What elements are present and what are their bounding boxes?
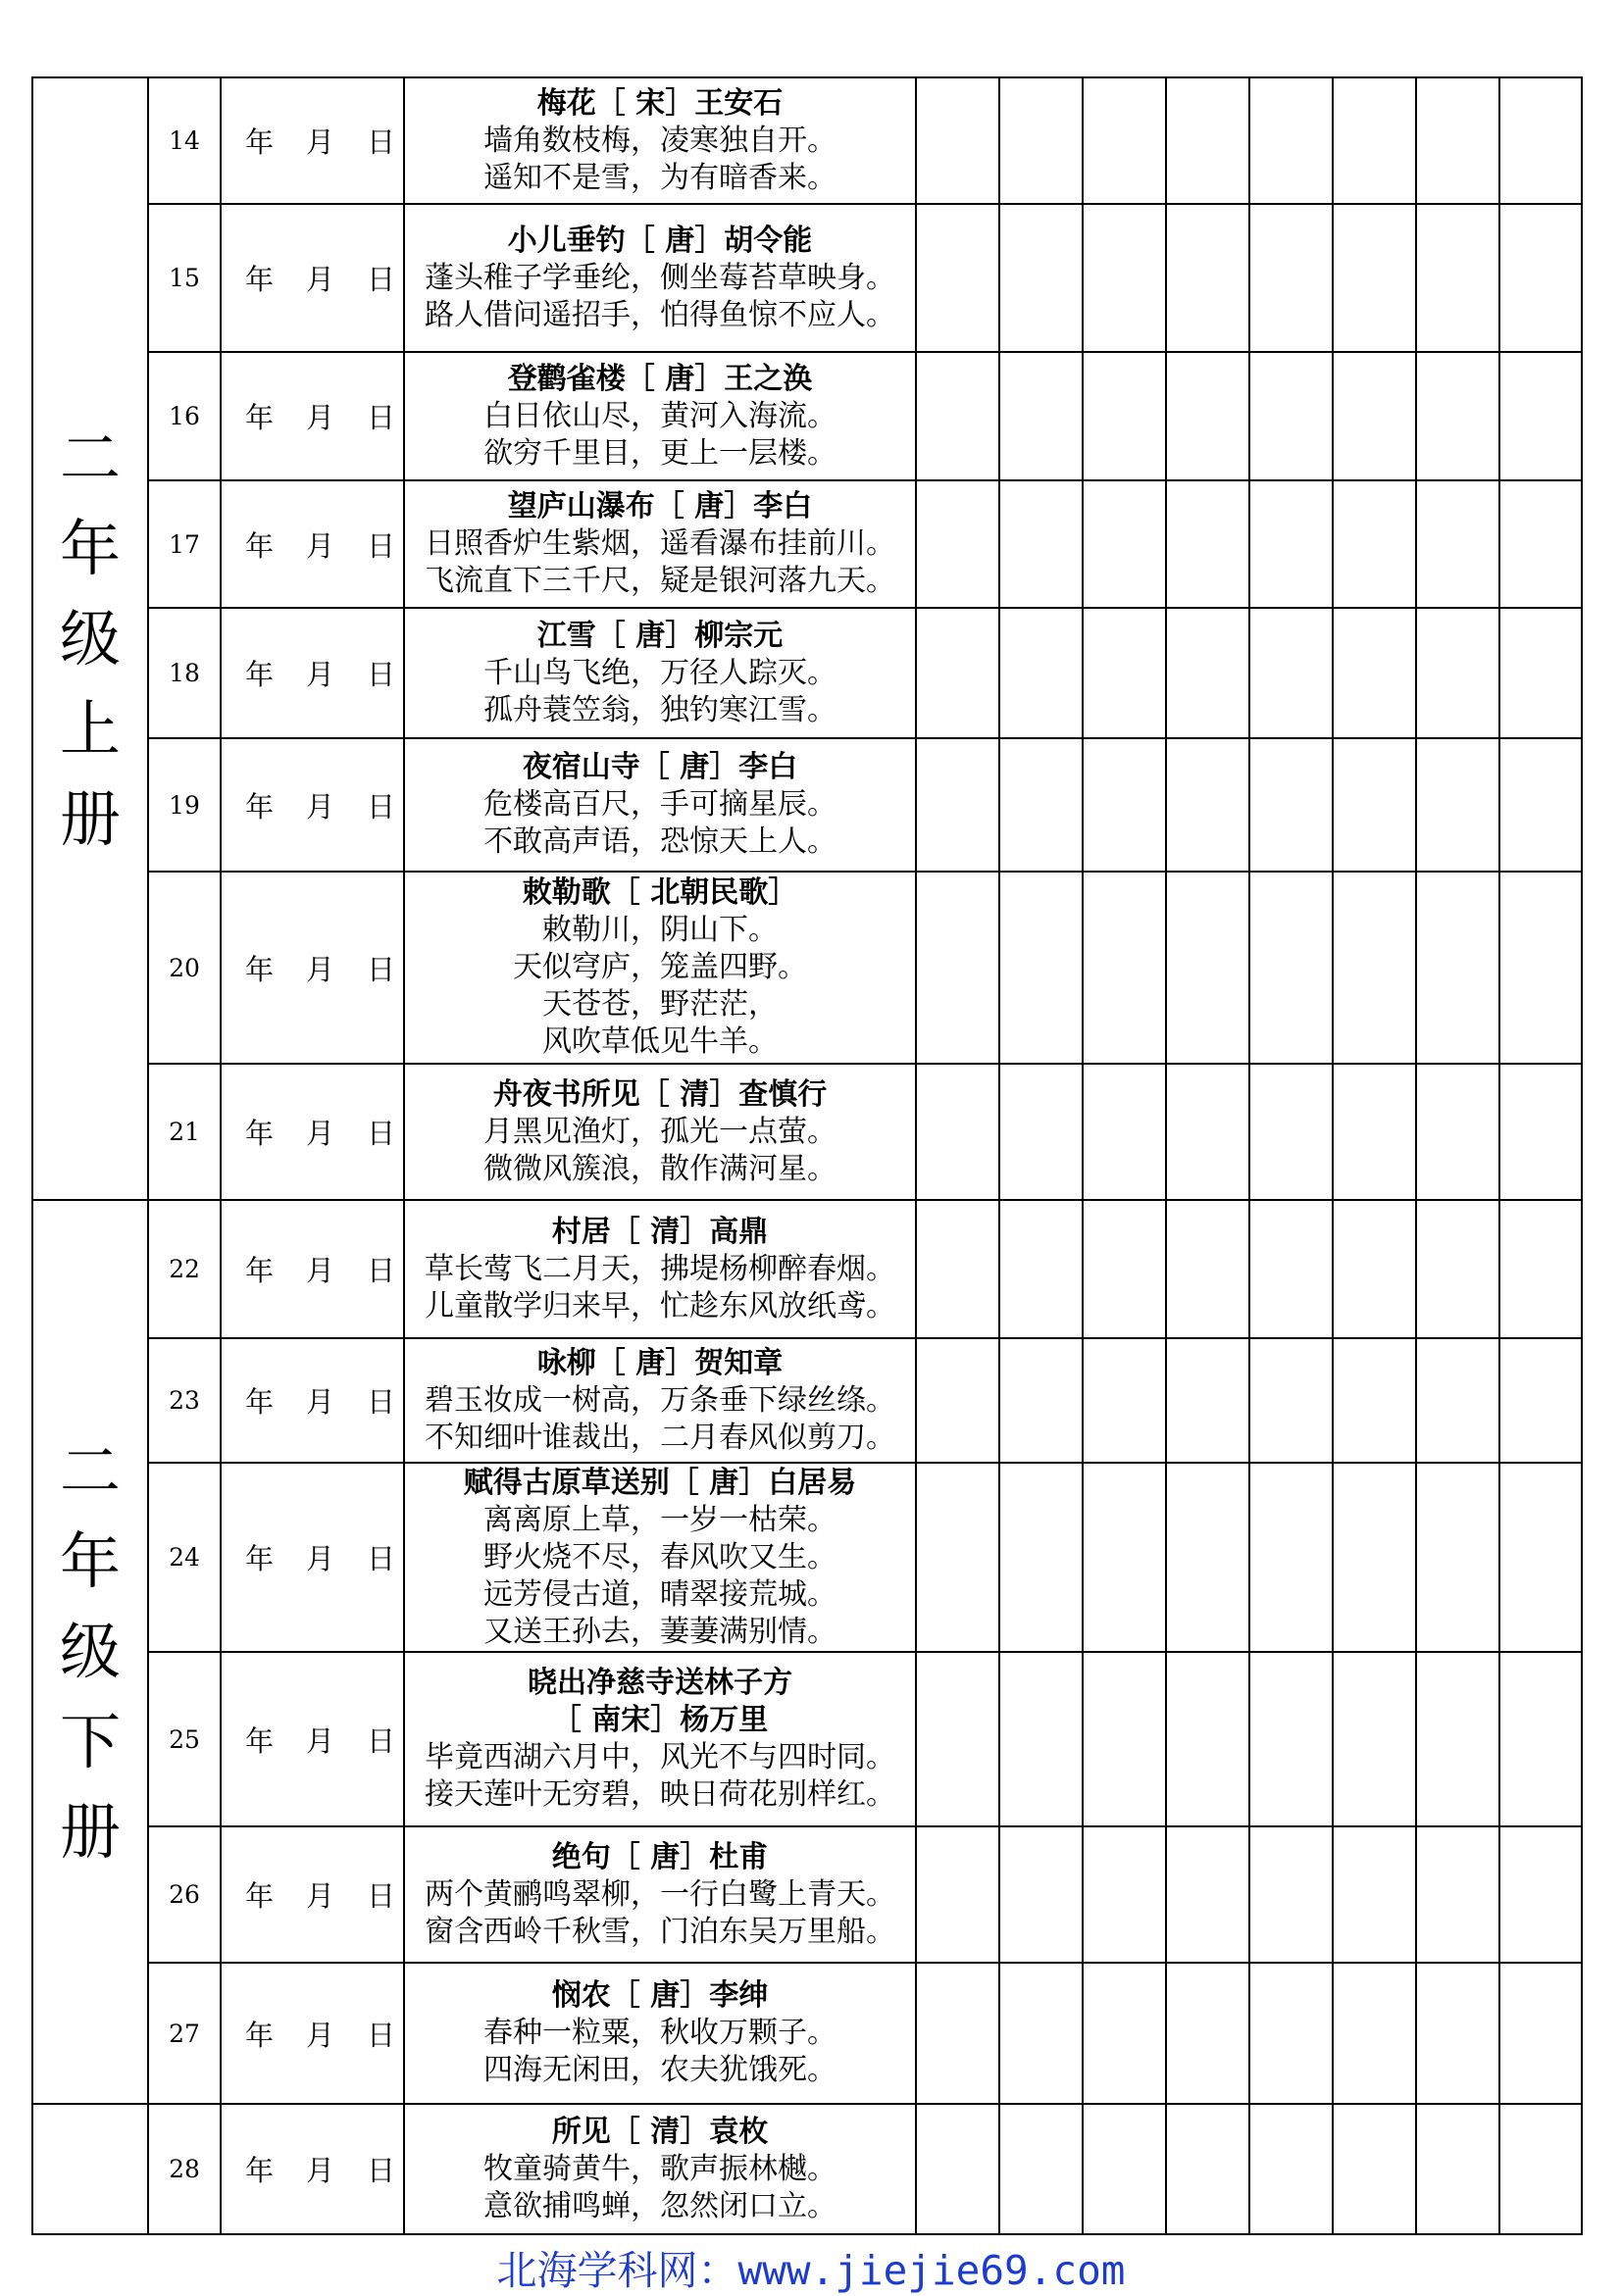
row-number: 23 — [148, 1338, 221, 1463]
grade-label-char: 级 — [59, 1616, 121, 1687]
date-month-label: 月 — [305, 528, 334, 563]
checkin-cell[interactable] — [999, 1463, 1083, 1652]
date-cell[interactable] — [221, 352, 404, 480]
checkin-cell[interactable] — [916, 480, 999, 608]
poem-line: 离离原上草，一岁一枯荣。 — [483, 1502, 836, 1537]
table-row — [32, 204, 1582, 352]
checkin-cell[interactable] — [1249, 352, 1333, 480]
date-month-label: 月 — [305, 401, 334, 434]
row-number: 22 — [148, 1200, 221, 1338]
checkin-cell[interactable] — [1166, 1826, 1249, 1963]
row-number: 28 — [148, 2104, 221, 2234]
checkin-cell[interactable] — [916, 1963, 999, 2104]
row-number: 20 — [148, 872, 221, 1064]
poem-line: 碧玉妆成一树高，万条垂下绿丝绦。 — [425, 1382, 895, 1418]
checkin-cell[interactable] — [1333, 1064, 1416, 1200]
checkin-cell[interactable] — [1166, 352, 1249, 480]
date-day-label: 日 — [366, 789, 395, 824]
date-cell[interactable] — [221, 1652, 404, 1826]
checkin-cell[interactable] — [1249, 1963, 1333, 2104]
footer-url[interactable]: www.jiejie69.com — [737, 2247, 1126, 2294]
checkin-cell[interactable] — [916, 77, 999, 204]
poem-line: 远芳侵古道，晴翠接荒城。 — [483, 1576, 836, 1612]
checkin-cell[interactable] — [1333, 1652, 1416, 1826]
date-month-label: 月 — [305, 2154, 334, 2187]
date-cell[interactable] — [221, 1338, 404, 1463]
checkin-cell[interactable] — [1499, 1200, 1582, 1338]
checkin-cell[interactable] — [1499, 77, 1582, 204]
poem-line: 蓬头稚子学垂纶，侧坐莓苔草映身。 — [425, 260, 895, 295]
poem-cell — [404, 480, 916, 608]
row-number: 21 — [148, 1064, 221, 1200]
checkin-cell[interactable] — [1499, 2104, 1582, 2234]
checkin-cell[interactable] — [1416, 1652, 1499, 1826]
checkin-cell[interactable] — [999, 1826, 1083, 1963]
poem-line: 千山鸟飞绝，万径人踪灭。 — [483, 655, 836, 690]
poem-title: 舟夜书所见［ 清］查慎行 — [492, 1076, 828, 1112]
date-day-label: 日 — [366, 2154, 395, 2187]
poem-line: 天似穹庐，笼盖四野。 — [513, 950, 807, 984]
checkin-cell[interactable] — [1249, 608, 1333, 738]
poem-title: 登鹳雀楼［ 唐］王之涣 — [507, 361, 813, 396]
table-row — [32, 738, 1582, 872]
row-number: 16 — [148, 352, 221, 480]
poem-line: 毕竟西湖六月中，风光不与四时同。 — [425, 1740, 895, 1774]
checkin-cell[interactable] — [1249, 2104, 1333, 2234]
checkin-cell[interactable] — [1249, 1652, 1333, 1826]
date-day-label: 日 — [366, 1879, 395, 1913]
row-number: 19 — [148, 738, 221, 872]
poem-line: 天苍苍，野茫茫， — [542, 987, 778, 1022]
date-year-label: 年 — [245, 1723, 275, 1758]
row-number: 25 — [148, 1652, 221, 1826]
checkin-cell[interactable] — [999, 1652, 1083, 1826]
checkin-cell[interactable] — [1166, 77, 1249, 204]
table-row — [32, 2104, 1582, 2234]
row-number: 24 — [148, 1463, 221, 1652]
checkin-cell[interactable] — [1333, 1826, 1416, 1963]
table-row — [32, 1338, 1582, 1463]
poem-title: 悯农［ 唐］李绅 — [551, 1978, 769, 2013]
checkin-cell[interactable] — [1166, 1200, 1249, 1338]
checkin-cell[interactable] — [1499, 1463, 1582, 1652]
checkin-cell[interactable] — [1499, 1064, 1582, 1200]
checkin-cell[interactable] — [1333, 204, 1416, 352]
date-year-label: 年 — [245, 2154, 275, 2187]
checkin-cell[interactable] — [999, 352, 1083, 480]
checkin-cell[interactable] — [1499, 872, 1582, 1064]
checkin-cell[interactable] — [1083, 872, 1166, 1064]
checkin-cell[interactable] — [1166, 1463, 1249, 1652]
checkin-cell[interactable] — [1249, 738, 1333, 872]
checkin-cell[interactable] — [999, 872, 1083, 1064]
checkin-cell[interactable] — [1416, 352, 1499, 480]
date-month-label: 月 — [305, 125, 334, 159]
poem-line: 又送王孙去，萋萋满别情。 — [483, 1614, 836, 1649]
poem-line: 四海无闲田，农夫犹饿死。 — [483, 2053, 836, 2087]
poem-cell — [404, 1826, 916, 1963]
table-row — [32, 608, 1582, 738]
checkin-cell[interactable] — [1416, 1963, 1499, 2104]
date-cell[interactable] — [221, 1200, 404, 1338]
poem-cell — [404, 204, 916, 352]
row-number: 15 — [148, 204, 221, 352]
row-number: 26 — [148, 1826, 221, 1963]
grade-label — [32, 1200, 148, 2104]
poem-cell — [404, 1338, 916, 1463]
date-year-label: 年 — [245, 1117, 275, 1150]
grade-label — [32, 77, 148, 1200]
checkin-cell[interactable] — [1333, 738, 1416, 872]
date-month-label: 月 — [305, 1117, 334, 1150]
date-year-label: 年 — [245, 952, 275, 986]
row-number: 17 — [148, 480, 221, 608]
grade-label-char: 二 — [59, 1435, 121, 1507]
poem-line: 不知细叶谁裁出，二月春风似剪刀。 — [425, 1420, 895, 1455]
date-day-label: 日 — [366, 125, 395, 159]
date-day-label: 日 — [366, 528, 395, 563]
checkin-cell[interactable] — [1083, 738, 1166, 872]
date-month-label: 月 — [305, 2018, 334, 2052]
checkin-cell[interactable] — [1333, 1338, 1416, 1463]
checkin-cell[interactable] — [999, 1963, 1083, 2104]
poem-line: 欲穷千里目，更上一层楼。 — [483, 435, 836, 471]
checkin-cell[interactable] — [999, 204, 1083, 352]
checkin-cell[interactable] — [1083, 1652, 1166, 1826]
checkin-cell[interactable] — [1249, 1200, 1333, 1338]
checkin-cell[interactable] — [916, 352, 999, 480]
checkin-cell[interactable] — [1166, 1338, 1249, 1463]
date-day-label: 日 — [366, 1117, 395, 1150]
checkin-cell[interactable] — [916, 872, 999, 1064]
checkin-cell[interactable] — [1166, 1963, 1249, 2104]
date-day-label: 日 — [366, 952, 395, 986]
checkin-cell[interactable] — [1083, 1338, 1166, 1463]
poem-line: 日照香炉生紫烟，遥看瀑布挂前川。 — [425, 526, 895, 561]
poem-line: 草长莺飞二月天，拂堤杨柳醉春烟。 — [425, 1251, 895, 1286]
poem-cell — [404, 77, 916, 204]
checkin-cell[interactable] — [1249, 480, 1333, 608]
grade-label-char: 级 — [59, 602, 121, 674]
poem-title: 晓出净慈寺送林子方 — [528, 1666, 792, 1700]
grade-label-char: 上 — [59, 692, 121, 765]
table-row — [32, 1826, 1582, 1963]
date-year-label: 年 — [245, 1879, 275, 1913]
date-year-label: 年 — [245, 401, 275, 434]
poem-cell — [404, 1200, 916, 1338]
checkin-cell[interactable] — [1333, 2104, 1416, 2234]
checkin-cell[interactable] — [1083, 204, 1166, 352]
table-row — [32, 1963, 1582, 2104]
checkin-cell[interactable] — [1499, 1963, 1582, 2104]
poem-line: 孤舟蓑笠翁，独钓寒江雪。 — [483, 692, 836, 727]
checkin-cell[interactable] — [1416, 204, 1499, 352]
date-month-label: 月 — [305, 1254, 334, 1287]
checkin-cell[interactable] — [999, 1064, 1083, 1200]
checkin-cell[interactable] — [916, 1652, 999, 1826]
date-cell[interactable] — [221, 872, 404, 1064]
checkin-cell[interactable] — [1083, 1826, 1166, 1963]
table-row — [32, 1652, 1582, 1826]
date-year-label: 年 — [245, 528, 275, 563]
poem-cell — [404, 1064, 916, 1200]
checkin-cell[interactable] — [1499, 608, 1582, 738]
checkin-cell[interactable] — [1416, 1338, 1499, 1463]
checkin-cell[interactable] — [1333, 1463, 1416, 1652]
date-year-label: 年 — [245, 1385, 275, 1419]
poem-line: 墙角数枝梅，凌寒独自开。 — [483, 123, 836, 158]
table-body — [32, 77, 1582, 2234]
poem-cell — [404, 608, 916, 738]
poem-line: 遥知不是雪，为有暗香来。 — [483, 160, 836, 195]
poem-title: 夜宿山寺［ 唐］李白 — [522, 750, 798, 784]
poem-title: 望庐山瀑布［ 唐］李白 — [507, 489, 813, 524]
checkin-cell[interactable] — [916, 204, 999, 352]
date-month-label: 月 — [305, 952, 334, 986]
date-day-label: 日 — [366, 401, 395, 434]
date-cell[interactable] — [221, 1064, 404, 1200]
checkin-cell[interactable] — [1083, 1200, 1166, 1338]
checkin-cell[interactable] — [1416, 77, 1499, 204]
checkin-cell[interactable] — [1249, 872, 1333, 1064]
checkin-cell[interactable] — [1249, 77, 1333, 204]
table-row — [32, 480, 1582, 608]
checkin-cell[interactable] — [1166, 608, 1249, 738]
poem-line: 微微风簇浪，散作满河星。 — [483, 1151, 836, 1186]
checkin-cell[interactable] — [1333, 608, 1416, 738]
poem-line: 白日依山尽，黄河入海流。 — [483, 398, 836, 433]
checkin-cell[interactable] — [999, 1338, 1083, 1463]
checkin-cell[interactable] — [1249, 1338, 1333, 1463]
date-day-label: 日 — [366, 658, 395, 691]
date-day-label: 日 — [366, 1385, 395, 1419]
table-row — [32, 1463, 1582, 1652]
poem-title: 梅花［ 宋］王安石 — [536, 85, 784, 121]
table-row — [32, 1064, 1582, 1200]
checkin-cell[interactable] — [916, 1064, 999, 1200]
checkin-cell[interactable] — [916, 1826, 999, 1963]
row-number: 14 — [148, 77, 221, 204]
poem-line: 不敢高声语，恐惊天上人。 — [483, 824, 836, 859]
checkin-cell[interactable] — [1249, 1826, 1333, 1963]
checkin-cell[interactable] — [1083, 608, 1166, 738]
footer-watermark — [0, 2238, 1622, 2296]
checkin-cell[interactable] — [1333, 77, 1416, 204]
poem-line: 风吹草低见牛羊。 — [542, 1024, 778, 1059]
checkin-cell[interactable] — [1166, 204, 1249, 352]
date-month-label: 月 — [305, 263, 334, 296]
checkin-cell[interactable] — [999, 608, 1083, 738]
date-month-label: 月 — [305, 1723, 334, 1758]
date-year-label: 年 — [245, 658, 275, 691]
grade-label-char: 年 — [59, 512, 121, 584]
poem-line: 月黑见渔灯，孤光一点萤。 — [483, 1114, 836, 1149]
checkin-cell[interactable] — [999, 480, 1083, 608]
checkin-cell[interactable] — [1333, 1963, 1416, 2104]
checkin-cell[interactable] — [1499, 1826, 1582, 1963]
poem-title: 所见［ 清］袁枚 — [551, 2114, 769, 2149]
checkin-cell[interactable] — [916, 1338, 999, 1463]
checkin-cell[interactable] — [1416, 1064, 1499, 1200]
checkin-cell[interactable] — [1083, 352, 1166, 480]
checkin-cell[interactable] — [1083, 2104, 1166, 2234]
poem-cell — [404, 872, 916, 1064]
poem-title: 赋得古原草送别［ 唐］白居易 — [463, 1465, 857, 1500]
checkin-cell[interactable] — [916, 1200, 999, 1338]
checkin-cell[interactable] — [1249, 204, 1333, 352]
date-cell[interactable] — [221, 1963, 404, 2104]
checkin-cell[interactable] — [1416, 1200, 1499, 1338]
checkin-cell[interactable] — [1499, 738, 1582, 872]
poem-title: 村居［ 清］高鼎 — [551, 1214, 769, 1249]
checkin-cell[interactable] — [1333, 872, 1416, 1064]
poem-line: 路人借问遥招手，怕得鱼惊不应人。 — [425, 297, 895, 332]
poem-title: 敕勒歌［ 北朝民歌］ — [522, 875, 798, 910]
date-month-label: 月 — [305, 1385, 334, 1419]
checkin-cell[interactable] — [1333, 480, 1416, 608]
checkin-cell[interactable] — [1499, 204, 1582, 352]
checkin-cell[interactable] — [999, 2104, 1083, 2234]
date-day-label: 日 — [366, 1723, 395, 1758]
poem-line: 窗含西岭千秋雪，门泊东吴万里船。 — [425, 1914, 895, 1949]
table-row — [32, 352, 1582, 480]
checkin-cell[interactable] — [1499, 352, 1582, 480]
date-month-label: 月 — [305, 1542, 334, 1575]
date-cell[interactable] — [221, 204, 404, 352]
checkin-cell[interactable] — [1249, 1463, 1333, 1652]
date-month-label: 月 — [305, 789, 334, 824]
table-row — [32, 77, 1582, 204]
checkin-cell[interactable] — [1333, 1200, 1416, 1338]
poem-cell — [404, 1963, 916, 2104]
grade-label-char: 册 — [59, 1796, 121, 1868]
poem-line: 儿童散学归来早，忙趁东风放纸鸢。 — [425, 1288, 895, 1323]
footer-label: 北海学科网： — [496, 2247, 738, 2294]
grade-label-char: 册 — [59, 782, 121, 855]
checkin-cell[interactable] — [916, 738, 999, 872]
date-year-label: 年 — [245, 1254, 275, 1287]
poem-title: ［ 南宋］杨万里 — [551, 1703, 769, 1737]
checkin-cell[interactable] — [1416, 738, 1499, 872]
checkin-cell[interactable] — [1166, 1064, 1249, 1200]
poem-cell — [404, 352, 916, 480]
checkin-cell[interactable] — [1166, 1652, 1249, 1826]
poem-line: 敕勒川，阴山下。 — [542, 913, 778, 947]
poem-line: 意欲捕鸣蝉，忽然闭口立。 — [483, 2188, 836, 2223]
poem-cell — [404, 738, 916, 872]
grade-label-char: 二 — [59, 422, 121, 494]
poem-title: 江雪［ 唐］柳宗元 — [536, 618, 784, 653]
poem-cell — [404, 2104, 916, 2234]
grade-label-char: 下 — [59, 1706, 121, 1777]
date-year-label: 年 — [245, 263, 275, 296]
date-month-label: 月 — [305, 658, 334, 691]
date-cell[interactable] — [221, 1463, 404, 1652]
checkin-cell[interactable] — [1166, 872, 1249, 1064]
checkin-cell[interactable] — [999, 1200, 1083, 1338]
checkin-cell[interactable] — [1416, 1463, 1499, 1652]
date-cell[interactable] — [221, 480, 404, 608]
checkin-cell[interactable] — [1166, 480, 1249, 608]
checkin-cell[interactable] — [916, 608, 999, 738]
row-number: 18 — [148, 608, 221, 738]
checkin-cell[interactable] — [1416, 608, 1499, 738]
grade-label — [32, 2104, 148, 2234]
poem-line: 野火烧不尽，春风吹又生。 — [483, 1539, 836, 1574]
poem-line: 两个黄鹂鸣翠柳，一行白鹭上青天。 — [425, 1876, 895, 1912]
checkin-cell[interactable] — [1416, 2104, 1499, 2234]
checkin-cell[interactable] — [1249, 1064, 1333, 1200]
checkin-cell[interactable] — [916, 1463, 999, 1652]
checkin-cell[interactable] — [1083, 480, 1166, 608]
checkin-cell[interactable] — [1083, 1064, 1166, 1200]
checkin-cell[interactable] — [916, 2104, 999, 2234]
date-year-label: 年 — [245, 125, 275, 159]
date-cell[interactable] — [221, 738, 404, 872]
date-day-label: 日 — [366, 1542, 395, 1575]
poem-cell — [404, 1652, 916, 1826]
checkin-cell[interactable] — [1499, 1652, 1582, 1826]
poem-checkin-table — [31, 76, 1583, 2235]
checkin-cell[interactable] — [999, 77, 1083, 204]
poem-title: 小儿垂钓［ 唐］胡令能 — [507, 223, 813, 258]
checkin-cell[interactable] — [999, 738, 1083, 872]
checkin-cell[interactable] — [1416, 1826, 1499, 1963]
date-day-label: 日 — [366, 263, 395, 296]
date-day-label: 日 — [366, 2018, 395, 2052]
poem-line: 接天莲叶无穷碧，映日荷花别样红。 — [425, 1777, 895, 1812]
poem-line: 飞流直下三千尺，疑是银河落九天。 — [425, 564, 895, 598]
poem-line: 春种一粒粟，秋收万颗子。 — [483, 2016, 836, 2050]
poem-cell — [404, 1463, 916, 1652]
table-row — [32, 872, 1582, 1064]
poem-title: 咏柳［ 唐］贺知章 — [536, 1345, 784, 1380]
date-cell[interactable] — [221, 77, 404, 204]
date-cell[interactable] — [221, 1826, 404, 1963]
checkin-cell[interactable] — [1083, 77, 1166, 204]
checkin-cell[interactable] — [1499, 1338, 1582, 1463]
date-cell[interactable] — [221, 2104, 404, 2234]
poem-title: 绝句［ 唐］杜甫 — [551, 1839, 769, 1874]
table-row — [32, 1200, 1582, 1338]
checkin-cell[interactable] — [1166, 2104, 1249, 2234]
checkin-cell[interactable] — [1083, 1463, 1166, 1652]
checkin-cell[interactable] — [1499, 480, 1582, 608]
date-year-label: 年 — [245, 2018, 275, 2052]
poem-line: 危楼高百尺，手可摘星辰。 — [483, 787, 836, 822]
date-year-label: 年 — [245, 789, 275, 824]
checkin-cell[interactable] — [1416, 480, 1499, 608]
checkin-cell[interactable] — [1166, 738, 1249, 872]
date-cell[interactable] — [221, 608, 404, 738]
checkin-cell[interactable] — [1416, 872, 1499, 1064]
grade-label-char: 年 — [59, 1525, 121, 1597]
checkin-cell[interactable] — [1083, 1963, 1166, 2104]
date-day-label: 日 — [366, 1254, 395, 1287]
date-year-label: 年 — [245, 1542, 275, 1575]
checkin-cell[interactable] — [1333, 352, 1416, 480]
poem-line: 牧童骑黄牛，歌声振林樾。 — [483, 2151, 836, 2186]
row-number: 27 — [148, 1963, 221, 2104]
date-month-label: 月 — [305, 1879, 334, 1913]
